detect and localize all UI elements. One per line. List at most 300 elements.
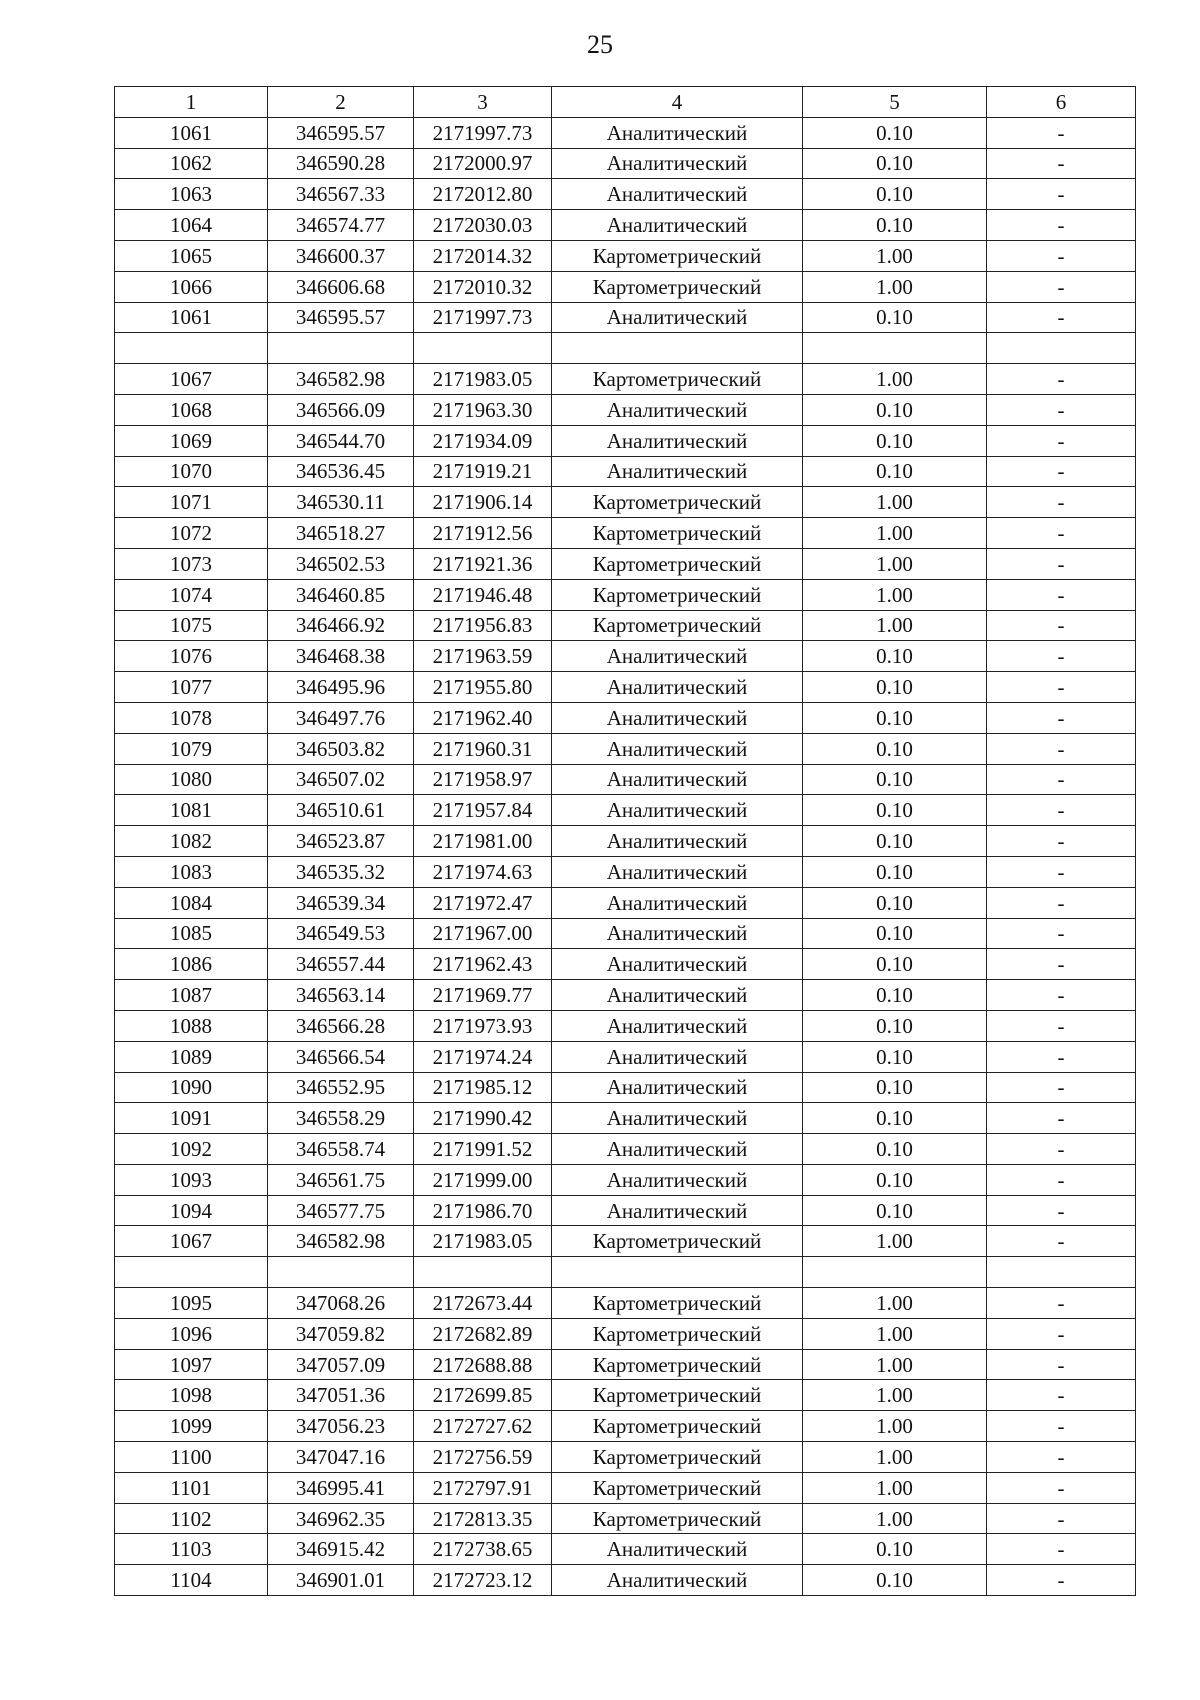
table-row <box>115 1318 1136 1349</box>
y-coordinate-cell: 2172000.97 <box>414 148 552 179</box>
accuracy-cell: 0.10 <box>803 1164 987 1195</box>
y-coordinate-cell: 2172688.88 <box>414 1349 552 1380</box>
table-row <box>115 1164 1136 1195</box>
note-cell: - <box>987 579 1136 610</box>
accuracy-cell: 1.00 <box>803 364 987 395</box>
note-cell: - <box>987 1318 1136 1349</box>
accuracy-cell: 0.10 <box>803 210 987 241</box>
point-number-cell: 1079 <box>115 733 268 764</box>
method-cell: Картометрический <box>552 610 803 641</box>
point-number-cell: 1095 <box>115 1288 268 1319</box>
accuracy-cell: 1.00 <box>803 1503 987 1534</box>
note-cell: - <box>987 949 1136 980</box>
x-coordinate-cell: 346502.53 <box>268 548 414 579</box>
x-coordinate-cell: 347056.23 <box>268 1411 414 1442</box>
point-number-cell: 1091 <box>115 1103 268 1134</box>
note-cell: - <box>987 1164 1136 1195</box>
accuracy-cell: 1.00 <box>803 1380 987 1411</box>
x-coordinate-cell: 346495.96 <box>268 672 414 703</box>
note-cell: - <box>987 641 1136 672</box>
method-cell: Аналитический <box>552 1565 803 1596</box>
note-cell: - <box>987 980 1136 1011</box>
y-coordinate-cell: 2172673.44 <box>414 1288 552 1319</box>
table-row <box>115 487 1136 518</box>
x-coordinate-cell: 346567.33 <box>268 179 414 210</box>
y-coordinate-cell: 2171956.83 <box>414 610 552 641</box>
method-cell: Аналитический <box>552 980 803 1011</box>
y-coordinate-cell: 2172756.59 <box>414 1442 552 1473</box>
x-coordinate-cell: 346566.54 <box>268 1041 414 1072</box>
accuracy-cell: 0.10 <box>803 179 987 210</box>
method-cell: Аналитический <box>552 1134 803 1165</box>
x-coordinate-cell <box>268 333 414 364</box>
note-cell: - <box>987 826 1136 857</box>
point-number-cell: 1085 <box>115 918 268 949</box>
note-cell: - <box>987 271 1136 302</box>
x-coordinate-cell: 346503.82 <box>268 733 414 764</box>
method-cell: Аналитический <box>552 702 803 733</box>
table-row <box>115 610 1136 641</box>
table-row <box>115 1257 1136 1288</box>
table-row <box>115 856 1136 887</box>
x-coordinate-cell: 346549.53 <box>268 918 414 949</box>
table-row <box>115 1411 1136 1442</box>
note-cell: - <box>987 610 1136 641</box>
method-cell: Картометрический <box>552 364 803 395</box>
point-number-cell: 1084 <box>115 887 268 918</box>
point-number-cell: 1067 <box>115 364 268 395</box>
table-row <box>115 333 1136 364</box>
method-cell: Аналитический <box>552 179 803 210</box>
header-cell: 5 <box>803 87 987 118</box>
y-coordinate-cell: 2171969.77 <box>414 980 552 1011</box>
method-cell: Аналитический <box>552 856 803 887</box>
note-cell: - <box>987 1226 1136 1257</box>
note-cell: - <box>987 1534 1136 1565</box>
point-number-cell: 1073 <box>115 548 268 579</box>
x-coordinate-cell: 346530.11 <box>268 487 414 518</box>
note-cell: - <box>987 1288 1136 1319</box>
y-coordinate-cell: 2171997.73 <box>414 302 552 333</box>
note-cell: - <box>987 425 1136 456</box>
table-row <box>115 117 1136 148</box>
method-cell: Аналитический <box>552 826 803 857</box>
note-cell: - <box>987 887 1136 918</box>
point-number-cell: 1065 <box>115 240 268 271</box>
accuracy-cell: 1.00 <box>803 271 987 302</box>
point-number-cell <box>115 333 268 364</box>
method-cell: Картометрический <box>552 518 803 549</box>
y-coordinate-cell: 2172010.32 <box>414 271 552 302</box>
x-coordinate-cell: 346582.98 <box>268 364 414 395</box>
method-cell: Аналитический <box>552 394 803 425</box>
y-coordinate-cell: 2172030.03 <box>414 210 552 241</box>
x-coordinate-cell: 347068.26 <box>268 1288 414 1319</box>
note-cell <box>987 333 1136 364</box>
y-coordinate-cell: 2171986.70 <box>414 1195 552 1226</box>
accuracy-cell: 1.00 <box>803 518 987 549</box>
note-cell: - <box>987 764 1136 795</box>
method-cell: Аналитический <box>552 210 803 241</box>
point-number-cell: 1074 <box>115 579 268 610</box>
accuracy-cell: 0.10 <box>803 733 987 764</box>
accuracy-cell: 0.10 <box>803 1041 987 1072</box>
accuracy-cell: 0.10 <box>803 394 987 425</box>
table-row <box>115 980 1136 1011</box>
y-coordinate-cell <box>414 1257 552 1288</box>
header-cell: 3 <box>414 87 552 118</box>
y-coordinate-cell: 2172797.91 <box>414 1472 552 1503</box>
note-cell: - <box>987 487 1136 518</box>
x-coordinate-cell: 346552.95 <box>268 1072 414 1103</box>
y-coordinate-cell: 2172727.62 <box>414 1411 552 1442</box>
method-cell: Аналитический <box>552 148 803 179</box>
x-coordinate-cell: 346915.42 <box>268 1534 414 1565</box>
x-coordinate-cell: 347059.82 <box>268 1318 414 1349</box>
method-cell: Картометрический <box>552 1226 803 1257</box>
header-cell: 6 <box>987 87 1136 118</box>
accuracy-cell: 1.00 <box>803 1442 987 1473</box>
accuracy-cell: 0.10 <box>803 1534 987 1565</box>
note-cell: - <box>987 179 1136 210</box>
method-cell: Картометрический <box>552 579 803 610</box>
table-row <box>115 702 1136 733</box>
method-cell: Картометрический <box>552 548 803 579</box>
table-row <box>115 579 1136 610</box>
table-row <box>115 1472 1136 1503</box>
accuracy-cell <box>803 1257 987 1288</box>
x-coordinate-cell: 346590.28 <box>268 148 414 179</box>
method-cell: Аналитический <box>552 733 803 764</box>
table-row <box>115 887 1136 918</box>
table-row <box>115 1503 1136 1534</box>
note-cell: - <box>987 1442 1136 1473</box>
point-number-cell: 1064 <box>115 210 268 241</box>
accuracy-cell: 0.10 <box>803 1195 987 1226</box>
accuracy-cell: 1.00 <box>803 579 987 610</box>
point-number-cell: 1099 <box>115 1411 268 1442</box>
point-number-cell: 1072 <box>115 518 268 549</box>
point-number-cell: 1100 <box>115 1442 268 1473</box>
point-number-cell: 1103 <box>115 1534 268 1565</box>
note-cell: - <box>987 795 1136 826</box>
x-coordinate-cell: 346962.35 <box>268 1503 414 1534</box>
point-number-cell: 1070 <box>115 456 268 487</box>
method-cell: Аналитический <box>552 425 803 456</box>
point-number-cell: 1082 <box>115 826 268 857</box>
method-cell: Аналитический <box>552 795 803 826</box>
note-cell: - <box>987 1565 1136 1596</box>
y-coordinate-cell: 2172682.89 <box>414 1318 552 1349</box>
method-cell: Картометрический <box>552 271 803 302</box>
point-number-cell: 1098 <box>115 1380 268 1411</box>
accuracy-cell: 0.10 <box>803 856 987 887</box>
method-cell: Аналитический <box>552 1010 803 1041</box>
point-number-cell: 1076 <box>115 641 268 672</box>
method-cell: Аналитический <box>552 117 803 148</box>
table-row <box>115 1134 1136 1165</box>
table-row <box>115 672 1136 703</box>
point-number-cell: 1086 <box>115 949 268 980</box>
method-cell: Аналитический <box>552 918 803 949</box>
x-coordinate-cell: 346497.76 <box>268 702 414 733</box>
accuracy-cell: 0.10 <box>803 949 987 980</box>
method-cell: Картометрический <box>552 487 803 518</box>
accuracy-cell: 0.10 <box>803 702 987 733</box>
table-row <box>115 918 1136 949</box>
y-coordinate-cell: 2171912.56 <box>414 518 552 549</box>
y-coordinate-cell: 2171974.24 <box>414 1041 552 1072</box>
method-cell: Аналитический <box>552 764 803 795</box>
x-coordinate-cell <box>268 1257 414 1288</box>
y-coordinate-cell: 2172014.32 <box>414 240 552 271</box>
table-row <box>115 1288 1136 1319</box>
y-coordinate-cell: 2171919.21 <box>414 456 552 487</box>
x-coordinate-cell: 347047.16 <box>268 1442 414 1473</box>
accuracy-cell <box>803 333 987 364</box>
point-number-cell: 1094 <box>115 1195 268 1226</box>
x-coordinate-cell: 346901.01 <box>268 1565 414 1596</box>
point-number-cell: 1068 <box>115 394 268 425</box>
x-coordinate-cell: 346468.38 <box>268 641 414 672</box>
accuracy-cell: 1.00 <box>803 1411 987 1442</box>
y-coordinate-cell: 2171921.36 <box>414 548 552 579</box>
method-cell: Картометрический <box>552 1318 803 1349</box>
note-cell: - <box>987 1349 1136 1380</box>
table-row <box>115 1349 1136 1380</box>
accuracy-cell: 1.00 <box>803 1288 987 1319</box>
accuracy-cell: 0.10 <box>803 425 987 456</box>
y-coordinate-cell: 2172738.65 <box>414 1534 552 1565</box>
method-cell: Аналитический <box>552 672 803 703</box>
table-row <box>115 1534 1136 1565</box>
table-row <box>115 641 1136 672</box>
y-coordinate-cell: 2172012.80 <box>414 179 552 210</box>
x-coordinate-cell: 347057.09 <box>268 1349 414 1380</box>
x-coordinate-cell: 346566.09 <box>268 394 414 425</box>
method-cell: Аналитический <box>552 641 803 672</box>
accuracy-cell: 0.10 <box>803 826 987 857</box>
method-cell: Картометрический <box>552 1380 803 1411</box>
accuracy-cell: 0.10 <box>803 1072 987 1103</box>
x-coordinate-cell: 346557.44 <box>268 949 414 980</box>
table-row <box>115 1380 1136 1411</box>
method-cell: Картометрический <box>552 240 803 271</box>
note-cell: - <box>987 302 1136 333</box>
table-row <box>115 210 1136 241</box>
point-number-cell: 1080 <box>115 764 268 795</box>
note-cell: - <box>987 210 1136 241</box>
accuracy-cell: 0.10 <box>803 672 987 703</box>
y-coordinate-cell <box>414 333 552 364</box>
point-number-cell: 1081 <box>115 795 268 826</box>
note-cell: - <box>987 117 1136 148</box>
note-cell: - <box>987 518 1136 549</box>
x-coordinate-cell: 346574.77 <box>268 210 414 241</box>
header-cell: 4 <box>552 87 803 118</box>
table-row <box>115 795 1136 826</box>
note-cell: - <box>987 1072 1136 1103</box>
table-row <box>115 733 1136 764</box>
note-cell: - <box>987 240 1136 271</box>
note-cell: - <box>987 1041 1136 1072</box>
note-cell: - <box>987 456 1136 487</box>
method-cell: Картометрический <box>552 1411 803 1442</box>
point-number-cell: 1090 <box>115 1072 268 1103</box>
accuracy-cell: 0.10 <box>803 641 987 672</box>
x-coordinate-cell: 346606.68 <box>268 271 414 302</box>
note-cell: - <box>987 672 1136 703</box>
method-cell: Картометрический <box>552 1288 803 1319</box>
note-cell: - <box>987 1472 1136 1503</box>
x-coordinate-cell: 346566.28 <box>268 1010 414 1041</box>
x-coordinate-cell: 346544.70 <box>268 425 414 456</box>
accuracy-cell: 1.00 <box>803 1472 987 1503</box>
table-row <box>115 1010 1136 1041</box>
method-cell: Картометрический <box>552 1472 803 1503</box>
table-body <box>115 117 1136 1595</box>
accuracy-cell: 0.10 <box>803 1134 987 1165</box>
table-row <box>115 548 1136 579</box>
point-number-cell: 1093 <box>115 1164 268 1195</box>
table-row <box>115 1195 1136 1226</box>
table-row <box>115 1041 1136 1072</box>
note-cell: - <box>987 1103 1136 1134</box>
table-row <box>115 949 1136 980</box>
method-cell: Картометрический <box>552 1349 803 1380</box>
table-row <box>115 1565 1136 1596</box>
accuracy-cell: 0.10 <box>803 887 987 918</box>
accuracy-cell: 0.10 <box>803 302 987 333</box>
note-cell: - <box>987 1195 1136 1226</box>
y-coordinate-cell: 2171967.00 <box>414 918 552 949</box>
point-number-cell: 1069 <box>115 425 268 456</box>
y-coordinate-cell: 2171960.31 <box>414 733 552 764</box>
y-coordinate-cell: 2171990.42 <box>414 1103 552 1134</box>
point-number-cell: 1071 <box>115 487 268 518</box>
note-cell: - <box>987 856 1136 887</box>
table-row <box>115 364 1136 395</box>
y-coordinate-cell: 2171999.00 <box>414 1164 552 1195</box>
table-row <box>115 271 1136 302</box>
accuracy-cell: 1.00 <box>803 1318 987 1349</box>
accuracy-cell: 0.10 <box>803 1010 987 1041</box>
point-number-cell: 1067 <box>115 1226 268 1257</box>
page-number: 25 <box>587 30 613 59</box>
point-number-cell: 1083 <box>115 856 268 887</box>
point-number-cell: 1062 <box>115 148 268 179</box>
accuracy-cell: 0.10 <box>803 148 987 179</box>
method-cell: Аналитический <box>552 1103 803 1134</box>
table-row <box>115 240 1136 271</box>
point-number-cell: 1087 <box>115 980 268 1011</box>
x-coordinate-cell: 346595.57 <box>268 117 414 148</box>
y-coordinate-cell: 2172723.12 <box>414 1565 552 1596</box>
note-cell: - <box>987 1503 1136 1534</box>
table-row <box>115 394 1136 425</box>
x-coordinate-cell: 346539.34 <box>268 887 414 918</box>
method-cell: Аналитический <box>552 1164 803 1195</box>
note-cell <box>987 1257 1136 1288</box>
header-row <box>115 87 1136 118</box>
method-cell: Картометрический <box>552 1442 803 1473</box>
x-coordinate-cell: 346995.41 <box>268 1472 414 1503</box>
point-number-cell: 1088 <box>115 1010 268 1041</box>
method-cell: Аналитический <box>552 949 803 980</box>
x-coordinate-cell: 346600.37 <box>268 240 414 271</box>
x-coordinate-cell: 346536.45 <box>268 456 414 487</box>
table-row <box>115 826 1136 857</box>
table-row <box>115 764 1136 795</box>
accuracy-cell: 0.10 <box>803 1565 987 1596</box>
y-coordinate-cell: 2171946.48 <box>414 579 552 610</box>
y-coordinate-cell: 2172699.85 <box>414 1380 552 1411</box>
y-coordinate-cell: 2171985.12 <box>414 1072 552 1103</box>
point-number-cell: 1102 <box>115 1503 268 1534</box>
note-cell: - <box>987 918 1136 949</box>
y-coordinate-cell: 2171957.84 <box>414 795 552 826</box>
point-number-cell: 1101 <box>115 1472 268 1503</box>
x-coordinate-cell: 346466.92 <box>268 610 414 641</box>
x-coordinate-cell: 346582.98 <box>268 1226 414 1257</box>
y-coordinate-cell: 2171962.43 <box>414 949 552 980</box>
note-cell: - <box>987 364 1136 395</box>
y-coordinate-cell: 2171981.00 <box>414 826 552 857</box>
y-coordinate-cell: 2171983.05 <box>414 1226 552 1257</box>
x-coordinate-cell: 346507.02 <box>268 764 414 795</box>
y-coordinate-cell: 2172813.35 <box>414 1503 552 1534</box>
method-cell: Картометрический <box>552 1503 803 1534</box>
note-cell: - <box>987 1010 1136 1041</box>
point-number-cell: 1096 <box>115 1318 268 1349</box>
point-number-cell: 1077 <box>115 672 268 703</box>
x-coordinate-cell: 346595.57 <box>268 302 414 333</box>
table-row <box>115 1442 1136 1473</box>
y-coordinate-cell: 2171962.40 <box>414 702 552 733</box>
x-coordinate-cell: 346558.74 <box>268 1134 414 1165</box>
accuracy-cell: 0.10 <box>803 1103 987 1134</box>
table-row <box>115 456 1136 487</box>
y-coordinate-cell: 2171955.80 <box>414 672 552 703</box>
note-cell: - <box>987 733 1136 764</box>
point-number-cell: 1063 <box>115 179 268 210</box>
x-coordinate-cell: 346523.87 <box>268 826 414 857</box>
note-cell: - <box>987 394 1136 425</box>
table-row <box>115 1072 1136 1103</box>
table-row <box>115 302 1136 333</box>
note-cell: - <box>987 702 1136 733</box>
accuracy-cell: 0.10 <box>803 764 987 795</box>
accuracy-cell: 1.00 <box>803 487 987 518</box>
accuracy-cell: 0.10 <box>803 117 987 148</box>
y-coordinate-cell: 2171974.63 <box>414 856 552 887</box>
accuracy-cell: 0.10 <box>803 456 987 487</box>
accuracy-cell: 0.10 <box>803 980 987 1011</box>
x-coordinate-cell: 347051.36 <box>268 1380 414 1411</box>
y-coordinate-cell: 2171991.52 <box>414 1134 552 1165</box>
accuracy-cell: 1.00 <box>803 610 987 641</box>
point-number-cell: 1078 <box>115 702 268 733</box>
table-row <box>115 518 1136 549</box>
y-coordinate-cell: 2171997.73 <box>414 117 552 148</box>
point-number-cell: 1061 <box>115 302 268 333</box>
method-cell: Аналитический <box>552 1041 803 1072</box>
y-coordinate-cell: 2171963.59 <box>414 641 552 672</box>
point-number-cell: 1097 <box>115 1349 268 1380</box>
method-cell: Аналитический <box>552 1534 803 1565</box>
accuracy-cell: 1.00 <box>803 1349 987 1380</box>
x-coordinate-cell: 346563.14 <box>268 980 414 1011</box>
